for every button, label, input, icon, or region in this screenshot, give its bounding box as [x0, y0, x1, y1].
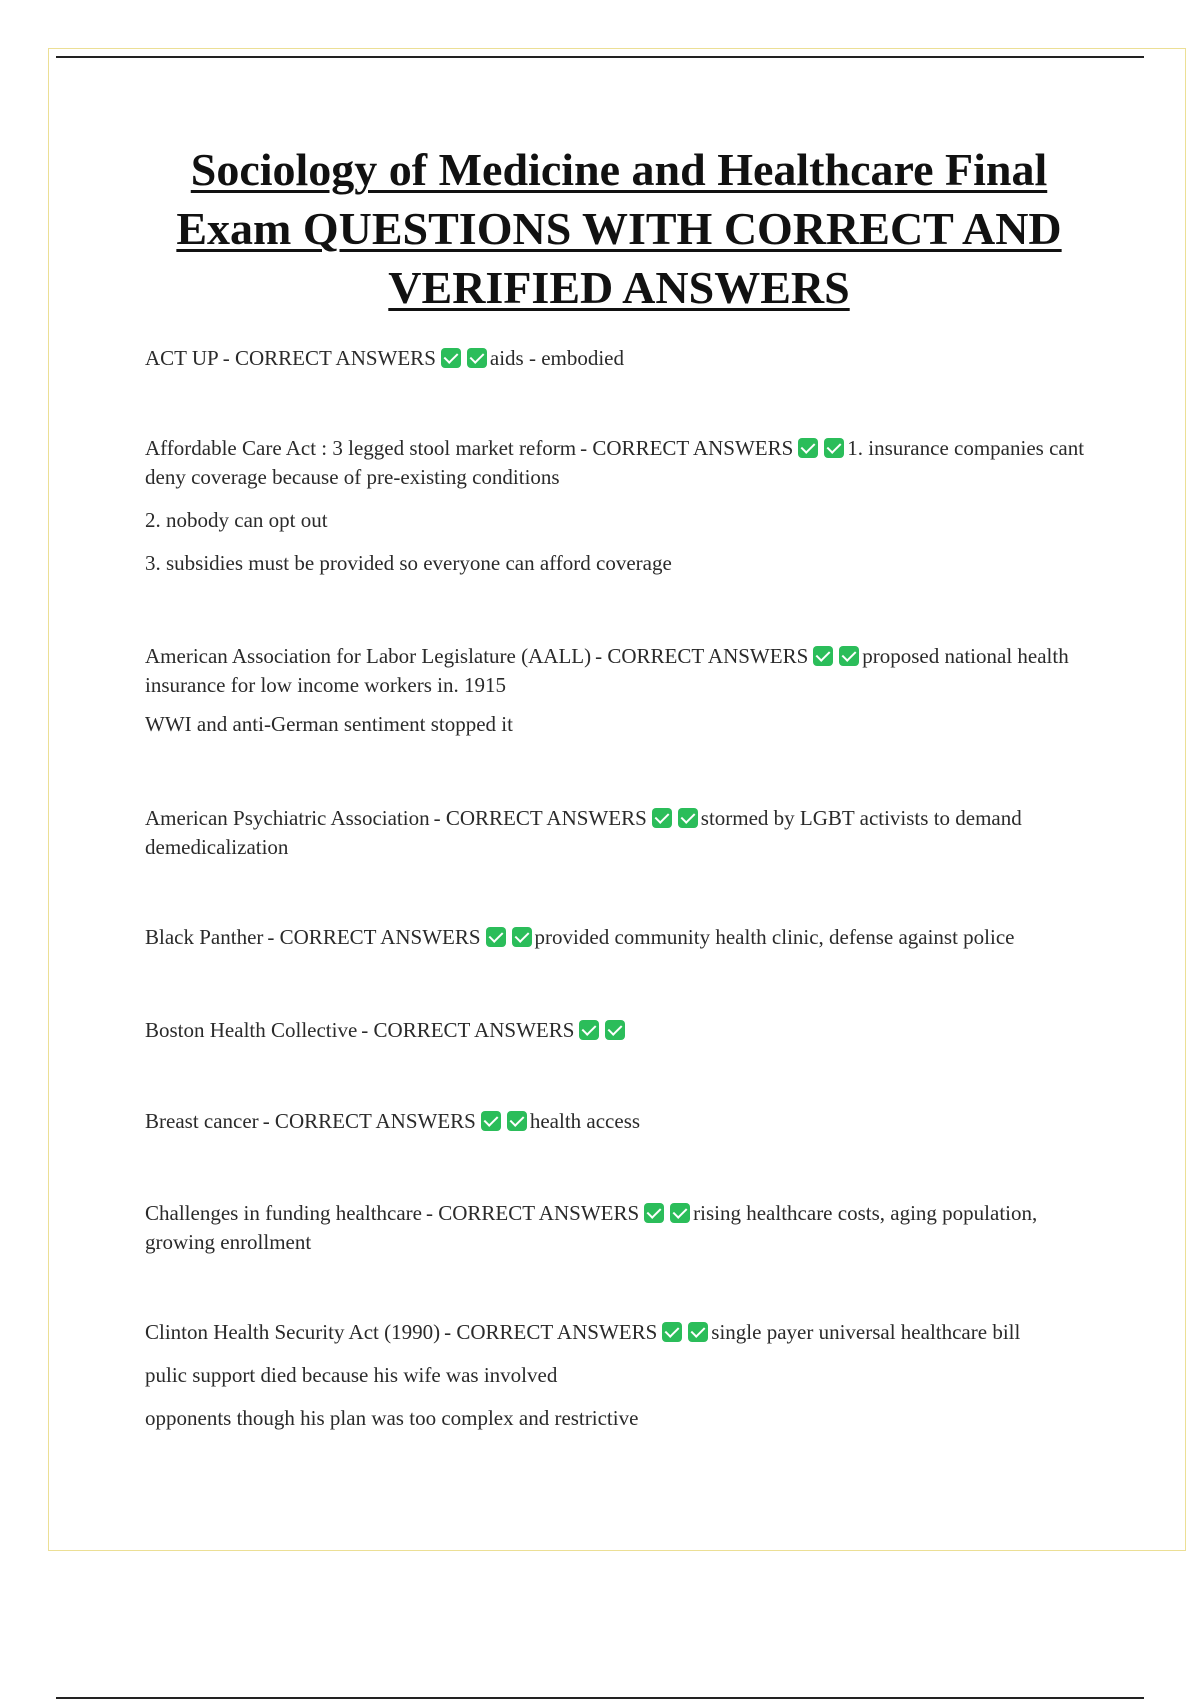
bottom-rule [56, 1697, 1144, 1699]
check-mark-icon [644, 1203, 664, 1223]
answer-label: - CORRECT ANSWERS [433, 806, 647, 830]
answer-label: - CORRECT ANSWERS [262, 1109, 476, 1133]
question-term: American Association for Labor Legislature (AALL) [145, 644, 592, 668]
question-term: Challenges in funding healthcare [145, 1201, 422, 1225]
answer-continuation: WWI and anti-German sentiment stopped it [145, 712, 513, 736]
answer-text: rising healthcare costs, aging population, growing enrollment [145, 1201, 1038, 1254]
qa-entry-clinton-health-security-act [145, 1318, 1095, 1433]
document-title [120, 140, 1118, 317]
check-mark-icon [652, 808, 672, 828]
title-line: Exam QUESTIONS WITH CORRECT AND [176, 203, 1062, 254]
qa-entry-breast-cancer [145, 1107, 1095, 1136]
check-mark-icon [824, 438, 844, 458]
answer-label: - CORRECT ANSWERS [580, 436, 794, 460]
answer-label: - CORRECT ANSWERS [595, 644, 809, 668]
answer-continuation: 2. nobody can opt out [145, 508, 328, 532]
question-term: ACT UP [145, 346, 219, 370]
answer-text: health access [529, 1109, 641, 1133]
question-term: American Psychiatric Association [145, 806, 430, 830]
qa-entry-aall [145, 642, 1095, 739]
answer-text: proposed national health insurance for low income workers in. 1915 [145, 644, 1069, 697]
check-mark-icon [481, 1111, 501, 1131]
check-mark-icon [678, 808, 698, 828]
qa-entry-challenges-in-funding [145, 1199, 1095, 1257]
answer-label: - CORRECT ANSWERS [426, 1201, 640, 1225]
check-mark-icon [662, 1322, 682, 1342]
question-term: Affordable Care Act : 3 legged stool market reform [145, 436, 577, 460]
answer-continuation: pulic support died because his wife was involved [145, 1363, 558, 1387]
check-mark-icon [486, 927, 506, 947]
answer-continuation: opponents though his plan was too complex and restrictive [145, 1406, 639, 1430]
qa-entry-american-psychiatric-association [145, 804, 1095, 862]
qa-entry-black-panther [145, 923, 1095, 952]
qa-entry-boston-health-collective [145, 1016, 1095, 1045]
question-term: Boston Health Collective [145, 1018, 358, 1042]
question-term: Breast cancer [145, 1109, 259, 1133]
answer-text: aids - embodied [489, 346, 625, 370]
answer-label: - CORRECT ANSWERS [444, 1320, 658, 1344]
title-line: Sociology of Medicine and Healthcare Final [190, 144, 1048, 195]
top-rule [56, 56, 1144, 58]
check-mark-icon [688, 1322, 708, 1342]
answer-continuation: 3. subsidies must be provided so everyone can afford coverage [145, 551, 672, 575]
answer-text: stormed by LGBT activists to demand demedicalization [145, 806, 1022, 859]
check-mark-icon [839, 646, 859, 666]
answer-label: - CORRECT ANSWERS [361, 1018, 575, 1042]
answer-label: - CORRECT ANSWERS [267, 925, 481, 949]
check-mark-icon [441, 348, 461, 368]
answer-text: single payer universal healthcare bill [711, 1320, 1021, 1344]
question-term: Black Panther [145, 925, 264, 949]
title-line: VERIFIED ANSWERS [388, 262, 850, 313]
check-mark-icon [670, 1203, 690, 1223]
answer-label: - CORRECT ANSWERS [222, 346, 436, 370]
check-mark-icon [507, 1111, 527, 1131]
check-mark-icon [579, 1020, 599, 1040]
answer-text: 1. insurance companies cant deny coverage because of pre-existing conditions [145, 436, 1085, 489]
check-mark-icon [605, 1020, 625, 1040]
question-term: Clinton Health Security Act (1990) [145, 1320, 441, 1344]
qa-entry-act-up [145, 344, 1095, 373]
check-mark-icon [512, 927, 532, 947]
check-mark-icon [798, 438, 818, 458]
check-mark-icon [467, 348, 487, 368]
check-mark-icon [813, 646, 833, 666]
qa-entry-affordable-care-act [145, 434, 1095, 578]
answer-text: provided community health clinic, defense against police [534, 925, 1015, 949]
